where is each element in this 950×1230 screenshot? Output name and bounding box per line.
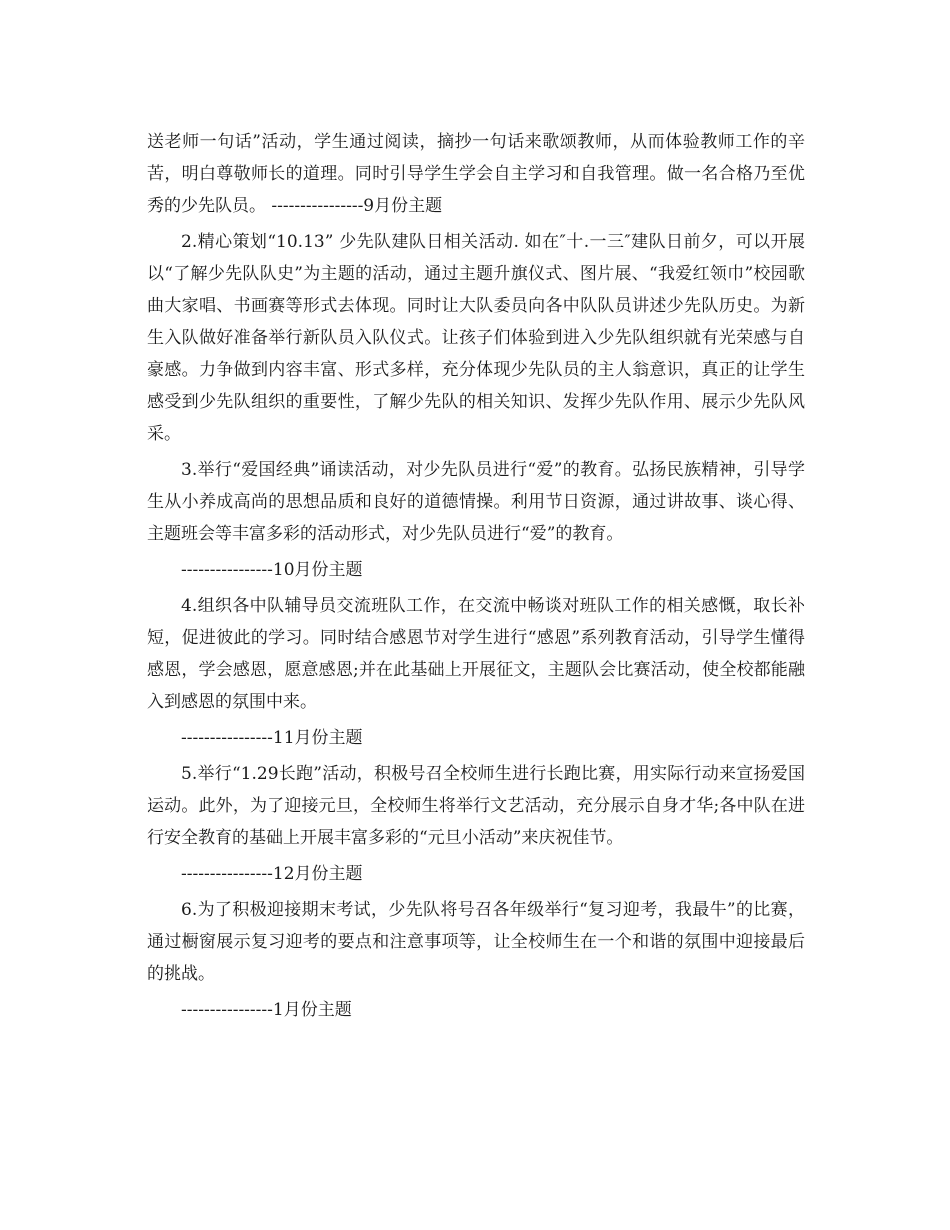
section-divider-november: ----------------11月份主题 — [181, 728, 363, 748]
section-divider-october: ----------------10月份主题 — [181, 560, 363, 580]
paragraph-item-3: 3.举行“爱国经典”诵读活动，对少先队员进行“爱”的教育。弘扬民族精神，引导学生从小养成高尚的思想品质和良好的道德情操。利用节日资源，通过讲故事、谈心得、主题班会等丰富多彩的活动形式，对少先队员进行“爱”的教育。 — [147, 460, 805, 544]
paragraph-1: 送老师一句话”活动，学生通过阅读，摘抄一句话来歌颂教师，从而体验教师工作的辛苦，明白尊敬师长的道理。同时引导学生学会自主学习和自我管理。做一名合格乃至优秀的少先队员。 ----------------9月份主题 — [147, 132, 805, 216]
paragraph-item-4: 4.组织各中队辅导员交流班队工作，在交流中畅谈对班队工作的相关感慨，取长补短，促进彼此的学习。同时结合感恩节对学生进行“感恩”系列教育活动，引导学生懂得感恩，学会感恩，愿意感恩;并在此基础上开展征文，主题队会比赛活动，使全校都能融入到感恩的氛围中来。 — [147, 596, 805, 712]
paragraph-item-6: 6.为了积极迎接期末考试，少先队将号召各年级举行“复习迎考，我最牛”的比赛，通过橱窗展示复习迎考的要点和注意事项等，让全校师生在一个和谐的氛围中迎接最后的挑战。 — [147, 900, 805, 984]
paragraph-item-2: 2.精心策划“10.13” 少先队建队日相关活动. 如在″十.一三″建队日前夕，可以开展以“了解少先队队史”为主题的活动，通过主题升旗仪式、图片展、“我爱红领巾”校园歌曲大家唱、书画赛等形式去体现。同时让大队委员向各中队队员讲述少先队历史。为新生入队做好准备举行新队员入队仪式。让孩子们体验到进入少先队组织就有光荣感与自豪感。力争做到内容丰富、形式多样，充分体现少先队员的主人翁意识，真正的让学生感受到少先队组织的重要性，了解少先队的相关知识、发挥少先队作用、展示少先队风采。 — [147, 232, 805, 444]
paragraph-item-5: 5.举行“1.29长跑”活动，积极号召全校师生进行长跑比赛，用实际行动来宣扬爱国运动。此外，为了迎接元旦，全校师生将举行文艺活动，充分展示自身才华;各中队在进行安全教育的基础上开展丰富多彩的“元旦小活动”来庆祝佳节。 — [147, 764, 805, 848]
section-divider-january: ----------------1月份主题 — [181, 1000, 352, 1020]
document-page — [147, 126, 805, 1026]
section-divider-december: ----------------12月份主题 — [181, 864, 363, 884]
